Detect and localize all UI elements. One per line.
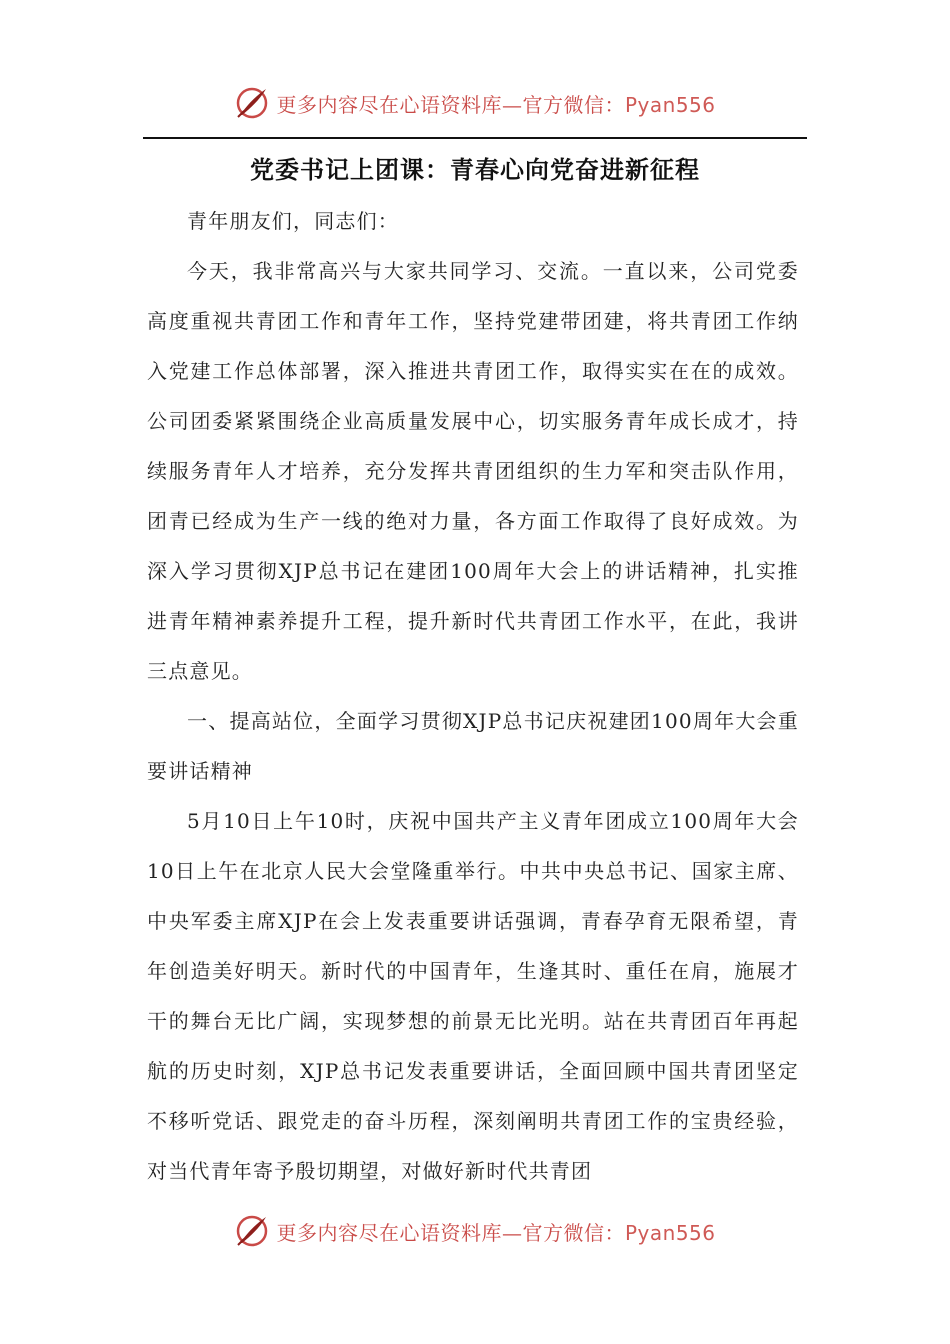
footer-banner [0, 1206, 950, 1256]
section-heading-1: 一、提高站位，全面学习贯彻XJP总书记庆祝建团100周年大会重要讲话精神 [147, 709, 799, 783]
banner-label: 官方微信： [522, 1220, 625, 1245]
paragraph-intro: 今天，我非常高兴与大家共同学习、交流。一直以来，公司党委高度重视共青团工作和青年工作，坚持党建带团建，将共青团工作纳入党建工作总体部署，深入推进共青团工作，取得实实在在的成效。公司团委紧紧围绕企业高质量发展中心，切实服务青年成长成才，持续服务青年人才培养，充分发挥共青团组织的生力军和突击队作用，团青已经成为生产一线的绝对力量，各方面工作取得了良好成效。为深入学习贯彻XJP总书记在建团100周年大会上的讲话精神，扎实推进青年精神素养提升工程，提升新时代共青团工作水平，在此，我讲三点意见。 [147, 259, 799, 683]
banner-separator: — [501, 1220, 523, 1245]
quill-pen-icon [234, 85, 270, 121]
banner-separator: — [501, 92, 523, 117]
quill-pen-icon [234, 1213, 270, 1249]
salutation: 青年朋友们，同志们： [187, 209, 399, 233]
wechat-id: Pyan556 [624, 92, 716, 117]
paragraph-section-1: 5月10日上午10时，庆祝中国共产主义青年团成立100周年大会10日上午在北京人民大会堂隆重举行。中共中央总书记、国家主席、中央军委主席XJP在会上发表重要讲话强调，青春孕育无限希望，青年创造美好明天。新时代的中国青年，生逢其时、重任在肩，施展才干的舞台无比广阔，实现梦想的前景无比光明。站在共青团百年再起航的历史时刻，XJP总书记发表重要讲话，全面回顾中国共青团坚定不移听党话、跟党走的奋斗历程，深刻阐明共青团工作的宝贵经验，对当代青年寄予殷切期望，对做好新时代共青团 [147, 809, 799, 1183]
banner-text [276, 1217, 715, 1246]
banner-label: 官方微信： [522, 92, 625, 117]
document-title: 党委书记上团课：青春心向党奋进新征程 [250, 155, 700, 184]
banner-text [276, 89, 715, 118]
header-banner [0, 78, 950, 128]
header-rule [143, 137, 807, 139]
wechat-id: Pyan556 [624, 1220, 716, 1245]
banner-main-text: 更多内容尽在心语资料库 [276, 92, 502, 117]
document-body [147, 196, 799, 1196]
banner-main-text: 更多内容尽在心语资料库 [276, 1220, 502, 1245]
